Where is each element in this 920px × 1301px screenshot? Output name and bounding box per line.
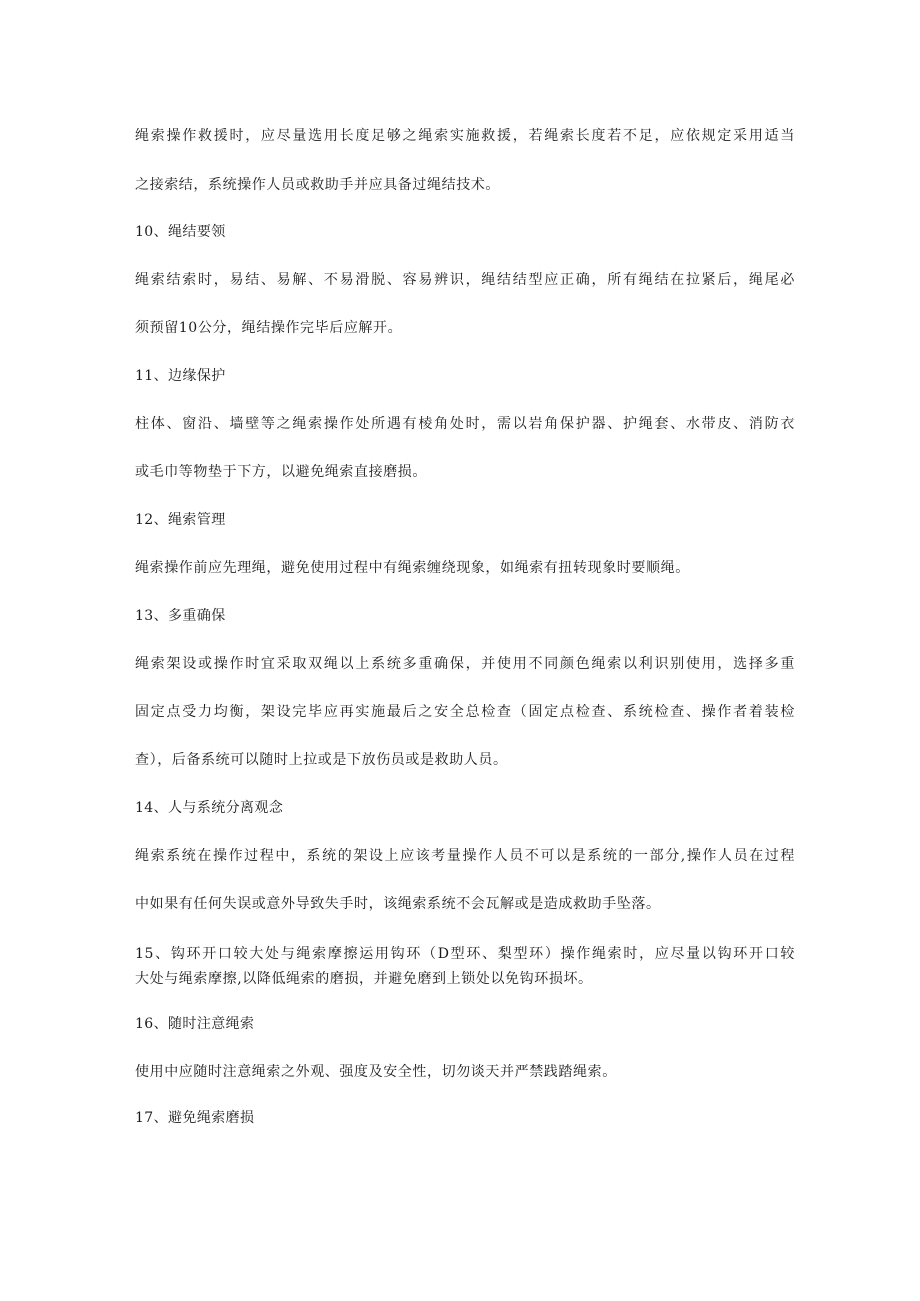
paragraph-line: 绳索架设或操作时宜采取双绳以上系统多重确保，并使用不同颜色绳索以利识别使用，选择多重: [135, 656, 795, 672]
paragraph-line: 大处与绳索摩擦,以降低绳索的磨损，并避免磨到上锁处以免钩环损坏。: [135, 971, 593, 987]
paragraph-line: 须预留10公分，绳结操作完毕后应解开。: [135, 320, 403, 336]
paragraph-line: 中如果有任何失误或意外导致失手时，该绳索系统不会瓦解或是造成救助手坠落。: [135, 896, 661, 912]
paragraph-line: 绳索操作前应先理绳，避免使用过程中有绳索缠绕现象，如绳索有扭转现象时要顺绳。: [135, 560, 690, 576]
section-heading: 11、边缘保护: [135, 368, 226, 384]
paragraph-line: 之接索结，系统操作人员或救助手并应具备过绳结技术。: [135, 177, 500, 193]
section-heading: 12、绳索管理: [135, 512, 226, 528]
section-heading: 13、多重确保: [135, 608, 226, 624]
paragraph-line: 查），后备系统可以随时上拉或是下放伤员或是救助人员。: [135, 752, 508, 768]
paragraph-line: 绳索操作救援时，应尽量选用长度足够之绳索实施救援，若绳索长度若不足，应依规定采用适当: [135, 128, 795, 144]
paragraph-line: 或毛巾等物垫于下方，以避免绳索直接磨损。: [135, 464, 427, 480]
paragraph-line: 15、钩环开口较大处与绳索摩擦运用钩环（D型环、梨型环）操作绳索时，应尽量以钩环开口较: [135, 946, 795, 962]
paragraph-line: 绳索系统在操作过程中，系统的架设上应该考量操作人员不可以是系统的一部分,操作人员在过程: [135, 848, 795, 864]
section-heading: 16、随时注意绳索: [135, 1016, 255, 1032]
section-heading: 10、绳结要领: [135, 224, 226, 240]
paragraph-line: 使用中应随时注意绳索之外观、强度及安全性，切勿谈天并严禁践踏绳索。: [135, 1064, 617, 1080]
section-heading: 17、避免绳索磨损: [135, 1110, 255, 1126]
paragraph-line: 绳索结索时，易结、易解、不易滑脱、容易辨识，绳结结型应正确，所有绳结在拉紧后，绳尾必: [135, 272, 795, 288]
paragraph-line: 柱体、窗沿、墙壁等之绳索操作处所遇有棱角处时，需以岩角保护器、护绳套、水带皮、消防衣: [135, 416, 795, 432]
paragraph-line: 固定点受力均衡，架设完毕应再实施最后之安全总检查（固定点检查、系统检查、操作者着装检: [135, 704, 795, 720]
section-heading: 14、人与系统分离观念: [135, 800, 284, 816]
